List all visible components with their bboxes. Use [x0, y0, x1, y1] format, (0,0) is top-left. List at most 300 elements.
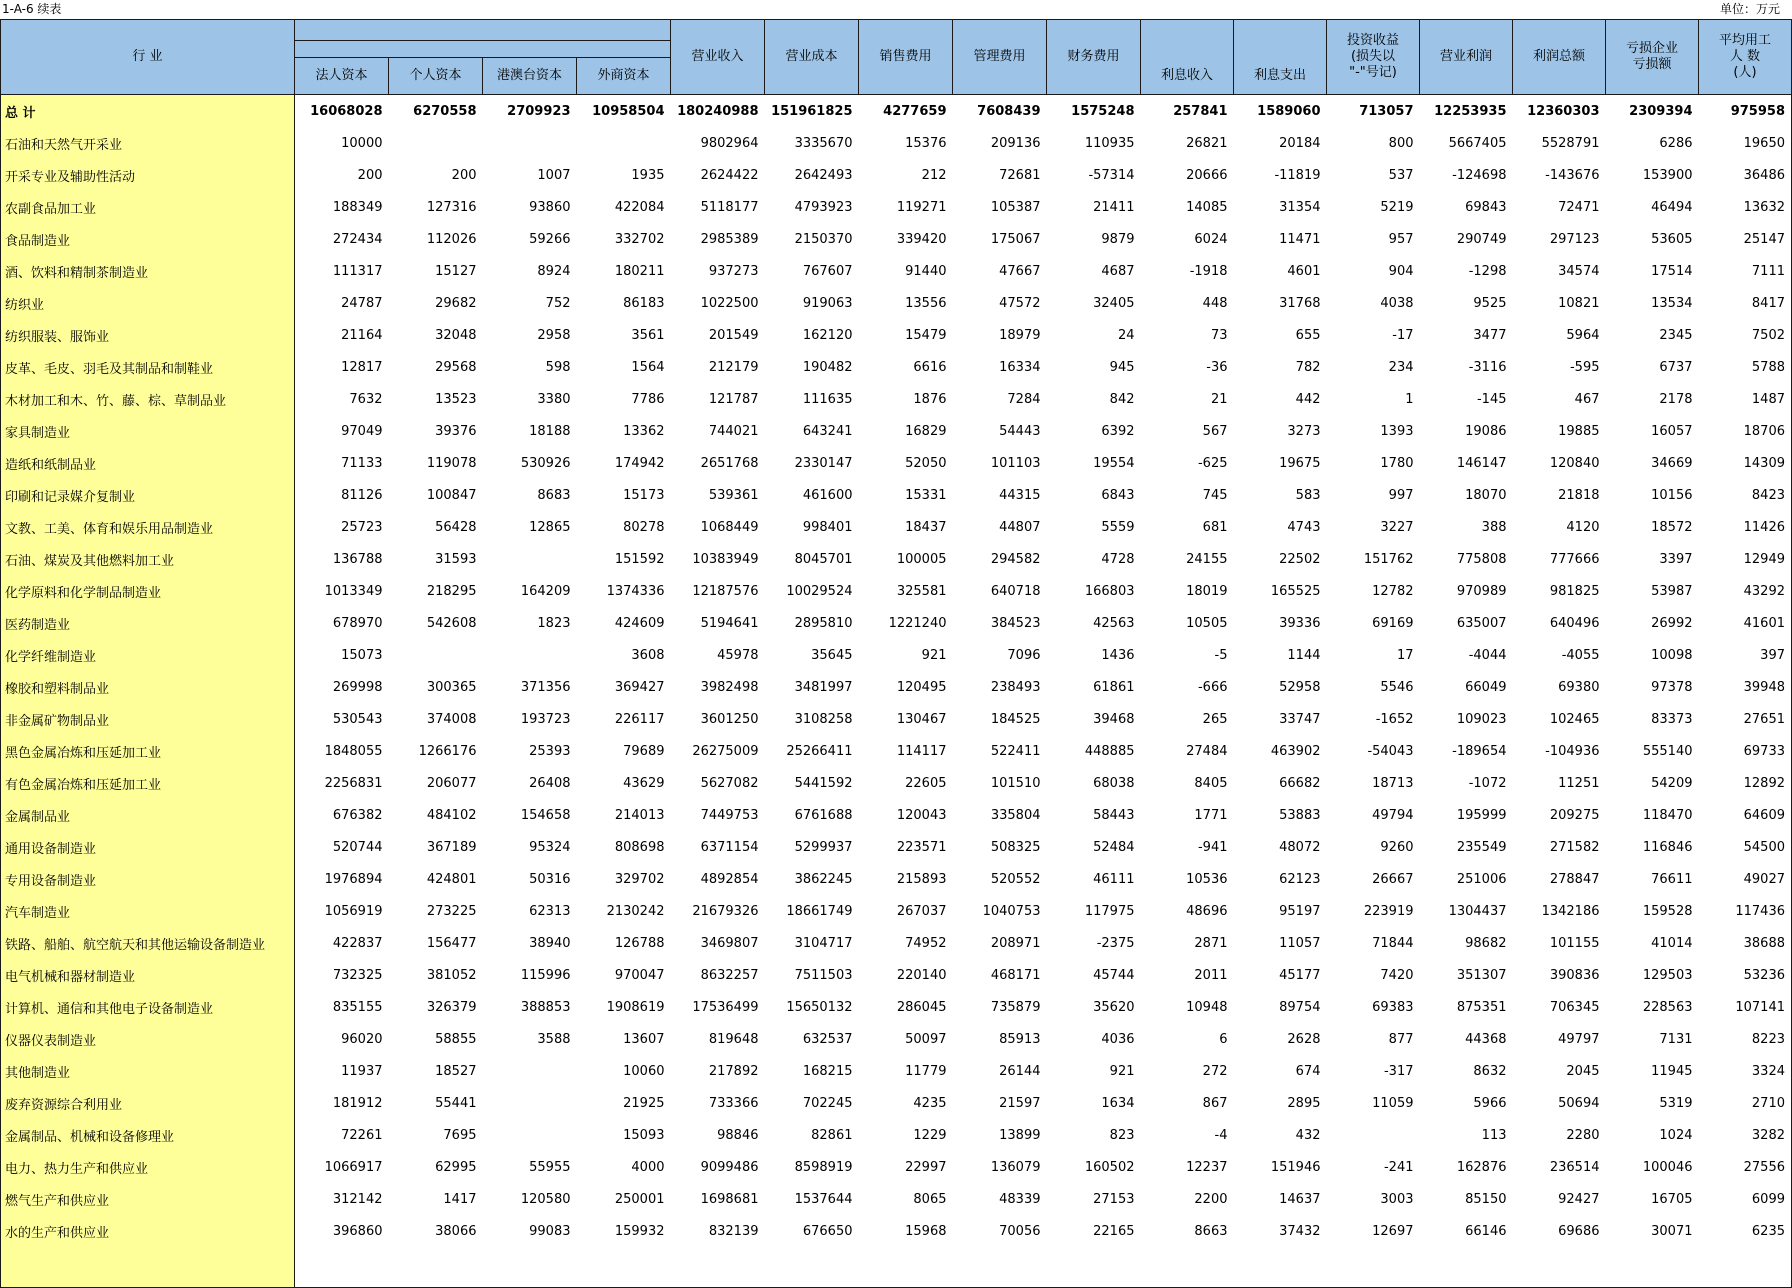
- cell-value: 35620: [1093, 999, 1135, 1015]
- cell-value: 2280: [1566, 1127, 1600, 1143]
- cell-value: 1: [1405, 391, 1414, 407]
- cell-value: 18713: [1372, 775, 1414, 791]
- header-col-7: 利息支出: [1234, 58, 1327, 95]
- cell-value: 69380: [1558, 679, 1600, 695]
- cell-value: 1436: [1101, 647, 1135, 663]
- cell-value: 110935: [1084, 135, 1135, 151]
- cell-value: 21925: [623, 1095, 665, 1111]
- industry-name: 燃气生产和供应业: [1, 1183, 295, 1215]
- table-row: [1, 1119, 1792, 1151]
- cell-value: 12949: [1699, 543, 1792, 575]
- cell-value: 26144: [999, 1063, 1041, 1079]
- cell-value: 212: [921, 167, 947, 183]
- cell-value: 1144: [1287, 647, 1321, 663]
- cell-value: 5667405: [1448, 135, 1507, 151]
- cell-value: 3108258: [794, 711, 853, 727]
- cell-value: 6616: [913, 359, 947, 375]
- cell-value: 10098: [1651, 647, 1693, 663]
- cell-value: 129503: [1642, 967, 1693, 983]
- cell-value: 11779: [905, 1063, 947, 1079]
- cell-value: 3608: [631, 647, 665, 663]
- cell-value: 251006: [1456, 871, 1507, 887]
- cell-value: 835155: [332, 999, 383, 1015]
- cell-value: 109023: [1456, 711, 1507, 727]
- cell-value: 3397: [1659, 551, 1693, 567]
- table-row: [1, 991, 1792, 1023]
- cell-value: 98682: [1465, 935, 1507, 951]
- cell-value: 2011: [1194, 967, 1228, 983]
- cell-value: 250001: [614, 1191, 665, 1207]
- cell-value: 6286: [1659, 135, 1693, 151]
- cell-value: 11945: [1651, 1063, 1693, 1079]
- cell-value: 30071: [1651, 1223, 1693, 1239]
- header-col-12: 平均用工 人 数 (人): [1699, 20, 1792, 95]
- cell-value: 16829: [905, 423, 947, 439]
- cell-value: 31354: [1279, 199, 1321, 215]
- cell-value: 732325: [332, 967, 383, 983]
- cell-value: 1698681: [700, 1191, 759, 1207]
- industry-name: 总 计: [1, 95, 295, 128]
- cell-value: 267037: [896, 903, 947, 919]
- cell-value: 49027: [1699, 863, 1792, 895]
- cell-value: 2330147: [794, 455, 853, 471]
- cell-value: 154658: [520, 807, 571, 823]
- table-row: [1, 895, 1792, 927]
- cell-value: 119078: [426, 455, 477, 471]
- cell-value: 35645: [811, 647, 853, 663]
- cell-value: 151762: [1363, 551, 1414, 567]
- empty-cell: [295, 1247, 389, 1288]
- cell-value: 777666: [1549, 551, 1600, 567]
- industry-name: 电气机械和器材制造业: [1, 959, 295, 991]
- cell-value: 290749: [1456, 231, 1507, 247]
- cell-value: -4055: [1561, 647, 1600, 663]
- industry-name: 造纸和纸制品业: [1, 447, 295, 479]
- cell-value: 164209: [520, 583, 571, 599]
- cell-value: 46494: [1651, 199, 1693, 215]
- table-row: [1, 735, 1792, 767]
- cell-value: 18019: [1186, 583, 1228, 599]
- cell-value: 18188: [529, 423, 571, 439]
- industry-name: 汽车制造业: [1, 895, 295, 927]
- cell-value: 15968: [905, 1223, 947, 1239]
- cell-value: 2642493: [794, 167, 853, 183]
- cell-value: 15127: [435, 263, 477, 279]
- page-topline: [0, 0, 1782, 18]
- cell-value: [389, 127, 483, 159]
- cell-value: 9260: [1380, 839, 1414, 855]
- cell-value: 44807: [999, 519, 1041, 535]
- cell-value: 27153: [1093, 1191, 1135, 1207]
- cell-value: -1072: [1468, 775, 1507, 791]
- cell-value: 635007: [1456, 615, 1507, 631]
- table-row: [1, 191, 1792, 223]
- cell-value: 159932: [614, 1223, 665, 1239]
- cell-value: 8598919: [794, 1159, 853, 1175]
- cell-value: 6099: [1699, 1183, 1792, 1215]
- cell-value: 98846: [717, 1127, 759, 1143]
- cell-value: 11251: [1558, 775, 1600, 791]
- cell-value: 2345: [1659, 327, 1693, 343]
- industry-name: 石油、煤炭及其他燃料加工业: [1, 543, 295, 575]
- empty-cell: [1047, 1247, 1141, 1288]
- table-row: [1, 351, 1792, 383]
- cell-value: 69169: [1372, 615, 1414, 631]
- cell-value: 520744: [332, 839, 383, 855]
- cell-value: 48696: [1186, 903, 1228, 919]
- cell-value: 297123: [1549, 231, 1600, 247]
- empty-cell: [671, 1247, 765, 1288]
- cell-value: [483, 639, 577, 671]
- cell-value: -189654: [1452, 743, 1507, 759]
- cell-value: -625: [1197, 455, 1228, 471]
- table-row: [1, 383, 1792, 415]
- cell-value: 1537644: [794, 1191, 853, 1207]
- table-row: [1, 255, 1792, 287]
- industry-name: 农副食品加工业: [1, 191, 295, 223]
- cell-value: 257841: [1173, 103, 1228, 119]
- cell-value: 11057: [1279, 935, 1321, 951]
- cell-value: 10821: [1558, 295, 1600, 311]
- cell-value: 1417: [443, 1191, 477, 1207]
- cell-value: 339420: [896, 231, 947, 247]
- cell-value: 484102: [426, 807, 477, 823]
- empty-cell: [1234, 1247, 1327, 1288]
- cell-value: 5441592: [794, 775, 853, 791]
- cell-value: 5559: [1101, 519, 1135, 535]
- cell-value: 2045: [1566, 1063, 1600, 1079]
- header-sub-1: 法人资本: [295, 58, 389, 95]
- cell-value: 47667: [999, 263, 1041, 279]
- table-row: [1, 479, 1792, 511]
- cell-value: 5528791: [1541, 135, 1600, 151]
- industry-name: 计算机、通信和其他电子设备制造业: [1, 991, 295, 1023]
- cell-value: 269998: [332, 679, 383, 695]
- cell-value: 1066917: [324, 1159, 383, 1175]
- cell-value: 50694: [1558, 1095, 1600, 1111]
- cell-value: 272: [1202, 1063, 1228, 1079]
- empty-cell: [483, 1247, 577, 1288]
- cell-value: 26992: [1651, 615, 1693, 631]
- cell-value: 13632: [1699, 191, 1792, 223]
- cell-value: 332702: [614, 231, 665, 247]
- cell-value: 59266: [529, 231, 571, 247]
- table-row: [1, 1183, 1792, 1215]
- cell-value: 3477: [1473, 327, 1507, 343]
- cell-value: 7449753: [700, 807, 759, 823]
- industry-name: 酒、饮料和精制茶制造业: [1, 255, 295, 287]
- cell-value: 2178: [1659, 391, 1693, 407]
- table-row: [1, 127, 1792, 159]
- table-code: 1-A-6 续表: [2, 2, 62, 16]
- cell-value: 2985389: [700, 231, 759, 247]
- cell-value: 92427: [1558, 1191, 1600, 1207]
- cell-value: 3982498: [700, 679, 759, 695]
- cell-value: 752: [545, 295, 571, 311]
- cell-value: 775808: [1456, 551, 1507, 567]
- cell-value: 62123: [1279, 871, 1321, 887]
- cell-value: 95324: [529, 839, 571, 855]
- industry-name: 非金属矿物制品业: [1, 703, 295, 735]
- cell-value: 21164: [341, 327, 383, 343]
- cell-value: 201549: [708, 327, 759, 343]
- cell-value: -1918: [1189, 263, 1228, 279]
- cell-value: 5966: [1473, 1095, 1507, 1111]
- cell-value: 1040753: [982, 903, 1041, 919]
- industry-name: 家具制造业: [1, 415, 295, 447]
- cell-value: 13607: [623, 1031, 665, 1047]
- table-row: [1, 319, 1792, 351]
- cell-value: 11426: [1699, 511, 1792, 543]
- cell-value: 7608439: [977, 103, 1041, 119]
- cell-value: 877: [1388, 1031, 1414, 1047]
- cell-value: 3335670: [794, 135, 853, 151]
- cell-value: 921: [921, 647, 947, 663]
- cell-value: 2709923: [507, 103, 571, 119]
- cell-value: 4892854: [700, 871, 759, 887]
- cell-value: -104936: [1545, 743, 1600, 759]
- cell-value: 44368: [1465, 1031, 1507, 1047]
- cell-value: 1935: [631, 167, 665, 183]
- cell-value: 643241: [802, 423, 853, 439]
- cell-value: -595: [1569, 359, 1600, 375]
- header-col-7-top: [1234, 20, 1327, 58]
- cell-value: 819648: [708, 1031, 759, 1047]
- cell-value: 875351: [1456, 999, 1507, 1015]
- cell-value: 86183: [623, 295, 665, 311]
- cell-value: 10505: [1186, 615, 1228, 631]
- cell-value: 867: [1202, 1095, 1228, 1111]
- cell-value: 226117: [614, 711, 665, 727]
- cell-value: 1848055: [324, 743, 383, 759]
- cell-value: 369427: [614, 679, 665, 695]
- cell-value: 388: [1481, 519, 1507, 535]
- cell-value: -941: [1197, 839, 1228, 855]
- header-col-1: 营业收入: [671, 20, 765, 95]
- cell-value: 4038: [1380, 295, 1414, 311]
- empty-cell: [1420, 1247, 1513, 1288]
- industry-name: 橡胶和塑料制品业: [1, 671, 295, 703]
- cell-value: 1007: [537, 167, 571, 183]
- cell-value: 82861: [811, 1127, 853, 1143]
- cell-value: 26667: [1372, 871, 1414, 887]
- cell-value: 4036: [1101, 1031, 1135, 1047]
- cell-value: 3003: [1380, 1191, 1414, 1207]
- cell-value: [483, 1119, 577, 1151]
- cell-value: 42563: [1093, 615, 1135, 631]
- cell-value: 21679326: [692, 903, 759, 919]
- cell-value: 95197: [1279, 903, 1321, 919]
- cell-value: 1823: [537, 615, 571, 631]
- cell-value: 3227: [1380, 519, 1414, 535]
- cell-value: 1575248: [1071, 103, 1135, 119]
- cell-value: [483, 1087, 577, 1119]
- cell-value: [483, 127, 577, 159]
- cell-value: 46111: [1093, 871, 1135, 887]
- data-table: [0, 19, 1792, 1288]
- cell-value: 22502: [1279, 551, 1321, 567]
- cell-value: 49794: [1372, 807, 1414, 823]
- cell-value: 52484: [1093, 839, 1135, 855]
- header-industry: 行 业: [1, 20, 295, 95]
- cell-value: 37432: [1279, 1223, 1321, 1239]
- cell-value: -57314: [1088, 167, 1135, 183]
- cell-value: 278847: [1549, 871, 1600, 887]
- cell-value: 7786: [631, 391, 665, 407]
- cell-value: 2309394: [1629, 103, 1693, 119]
- cell-value: 4277659: [883, 103, 947, 119]
- cell-value: 14637: [1279, 1191, 1321, 1207]
- empty-cell: [1606, 1247, 1699, 1288]
- cell-value: 181912: [332, 1095, 383, 1111]
- cell-value: 632537: [802, 1031, 853, 1047]
- cell-value: 45177: [1279, 967, 1321, 983]
- cell-value: 542608: [426, 615, 477, 631]
- cell-value: 676382: [332, 807, 383, 823]
- cell-value: 2130242: [606, 903, 665, 919]
- cell-value: -4: [1214, 1127, 1228, 1143]
- cell-value: 72471: [1558, 199, 1600, 215]
- cell-value: 112026: [426, 231, 477, 247]
- cell-value: -36: [1206, 359, 1228, 375]
- cell-value: 73: [1210, 327, 1228, 343]
- cell-value: [483, 543, 577, 575]
- cell-value: 32405: [1093, 295, 1135, 311]
- cell-value: 823: [1109, 1127, 1135, 1143]
- cell-value: 7420: [1380, 967, 1414, 983]
- cell-value: 53987: [1651, 583, 1693, 599]
- cell-value: 1589060: [1257, 103, 1321, 119]
- cell-value: 422084: [614, 199, 665, 215]
- cell-value: 8632257: [700, 967, 759, 983]
- cell-value: 11059: [1372, 1095, 1414, 1111]
- cell-value: 640496: [1549, 615, 1600, 631]
- header-sub-2: 个人资本: [389, 58, 483, 95]
- table-row: [1, 543, 1792, 575]
- cell-value: [1327, 1119, 1420, 1151]
- cell-value: 29682: [435, 295, 477, 311]
- cell-value: 101155: [1549, 935, 1600, 951]
- cell-value: 12697: [1372, 1223, 1414, 1239]
- cell-value: 18527: [435, 1063, 477, 1079]
- cell-value: 136788: [332, 551, 383, 567]
- table-row: [1, 671, 1792, 703]
- cell-value: 54443: [999, 423, 1041, 439]
- cell-value: 539361: [708, 487, 759, 503]
- empty-cell: [1, 1247, 295, 1288]
- cell-value: 26821: [1186, 135, 1228, 151]
- cell-value: 81126: [341, 487, 383, 503]
- cell-value: 10958504: [592, 103, 665, 119]
- cell-value: 970989: [1456, 583, 1507, 599]
- cell-value: 12187576: [692, 583, 759, 599]
- table-row: [1, 799, 1792, 831]
- cell-value: 10000: [341, 135, 383, 151]
- cell-value: 18572: [1651, 519, 1693, 535]
- cell-value: 1024: [1659, 1127, 1693, 1143]
- cell-value: 31593: [435, 551, 477, 567]
- cell-value: 79689: [623, 743, 665, 759]
- cell-value: 41601: [1699, 607, 1792, 639]
- cell-value: 43292: [1699, 575, 1792, 607]
- header-col-9: 营业利润: [1420, 20, 1513, 95]
- cell-value: 151961825: [771, 103, 853, 119]
- cell-value: 1013349: [324, 583, 383, 599]
- cell-value: 218295: [426, 583, 477, 599]
- cell-value: 105387: [990, 199, 1041, 215]
- cell-value: 520552: [990, 871, 1041, 887]
- cell-value: 329702: [614, 871, 665, 887]
- cell-value: 10060: [623, 1063, 665, 1079]
- cell-value: 89754: [1279, 999, 1321, 1015]
- cell-value: 921: [1109, 1063, 1135, 1079]
- table-row: [1, 639, 1792, 671]
- cell-value: 25393: [529, 743, 571, 759]
- industry-name: 纺织业: [1, 287, 295, 319]
- cell-value: [577, 127, 671, 159]
- empty-cell: [953, 1247, 1047, 1288]
- cell-value: 2256831: [324, 775, 383, 791]
- empty-cell: [1327, 1247, 1420, 1288]
- cell-value: 12360303: [1527, 103, 1600, 119]
- industry-name: 有色金属冶炼和压延加工业: [1, 767, 295, 799]
- cell-value: 998401: [802, 519, 853, 535]
- cell-value: 31768: [1279, 295, 1321, 311]
- cell-value: 1304437: [1448, 903, 1507, 919]
- cell-value: 384523: [990, 615, 1041, 631]
- cell-value: 165525: [1270, 583, 1321, 599]
- cell-value: 7632: [349, 391, 383, 407]
- cell-value: 957: [1388, 231, 1414, 247]
- cell-value: 461600: [802, 487, 853, 503]
- cell-value: 1221240: [888, 615, 947, 631]
- cell-value: 7096: [1007, 647, 1041, 663]
- cell-value: 48072: [1279, 839, 1321, 855]
- industry-name: 文教、工美、体育和娱乐用品制造业: [1, 511, 295, 543]
- cell-value: 166803: [1084, 583, 1135, 599]
- cell-value: 101510: [990, 775, 1041, 791]
- cell-value: 18437: [905, 519, 947, 535]
- cell-value: 3282: [1699, 1119, 1792, 1151]
- cell-value: 223571: [896, 839, 947, 855]
- cell-value: 1374336: [606, 583, 665, 599]
- cell-value: 69686: [1558, 1223, 1600, 1239]
- cell-value: 93860: [529, 199, 571, 215]
- cell-value: 808698: [614, 839, 665, 855]
- cell-value: 8632: [1473, 1063, 1507, 1079]
- cell-value: 25266411: [786, 743, 853, 759]
- cell-value: 120840: [1549, 455, 1600, 471]
- cell-value: 52050: [905, 455, 947, 471]
- cell-value: 5219: [1380, 199, 1414, 215]
- cell-value: 1229: [913, 1127, 947, 1143]
- empty-cell: [859, 1247, 953, 1288]
- industry-name: 电力、热力生产和供应业: [1, 1151, 295, 1183]
- cell-value: 24155: [1186, 551, 1228, 567]
- cell-value: 101103: [990, 455, 1041, 471]
- header-col-5: 财务费用: [1047, 20, 1141, 95]
- cell-value: 2624422: [700, 167, 759, 183]
- cell-value: 39948: [1699, 671, 1792, 703]
- empty-cell: [1513, 1247, 1606, 1288]
- industry-name: 化学原料和化学制品制造业: [1, 575, 295, 607]
- cell-value: 448885: [1084, 743, 1135, 759]
- table-row: [1, 863, 1792, 895]
- header-capital-group: [295, 20, 671, 41]
- cell-value: 13362: [623, 423, 665, 439]
- cell-value: 12892: [1699, 767, 1792, 799]
- cell-value: 3588: [537, 1031, 571, 1047]
